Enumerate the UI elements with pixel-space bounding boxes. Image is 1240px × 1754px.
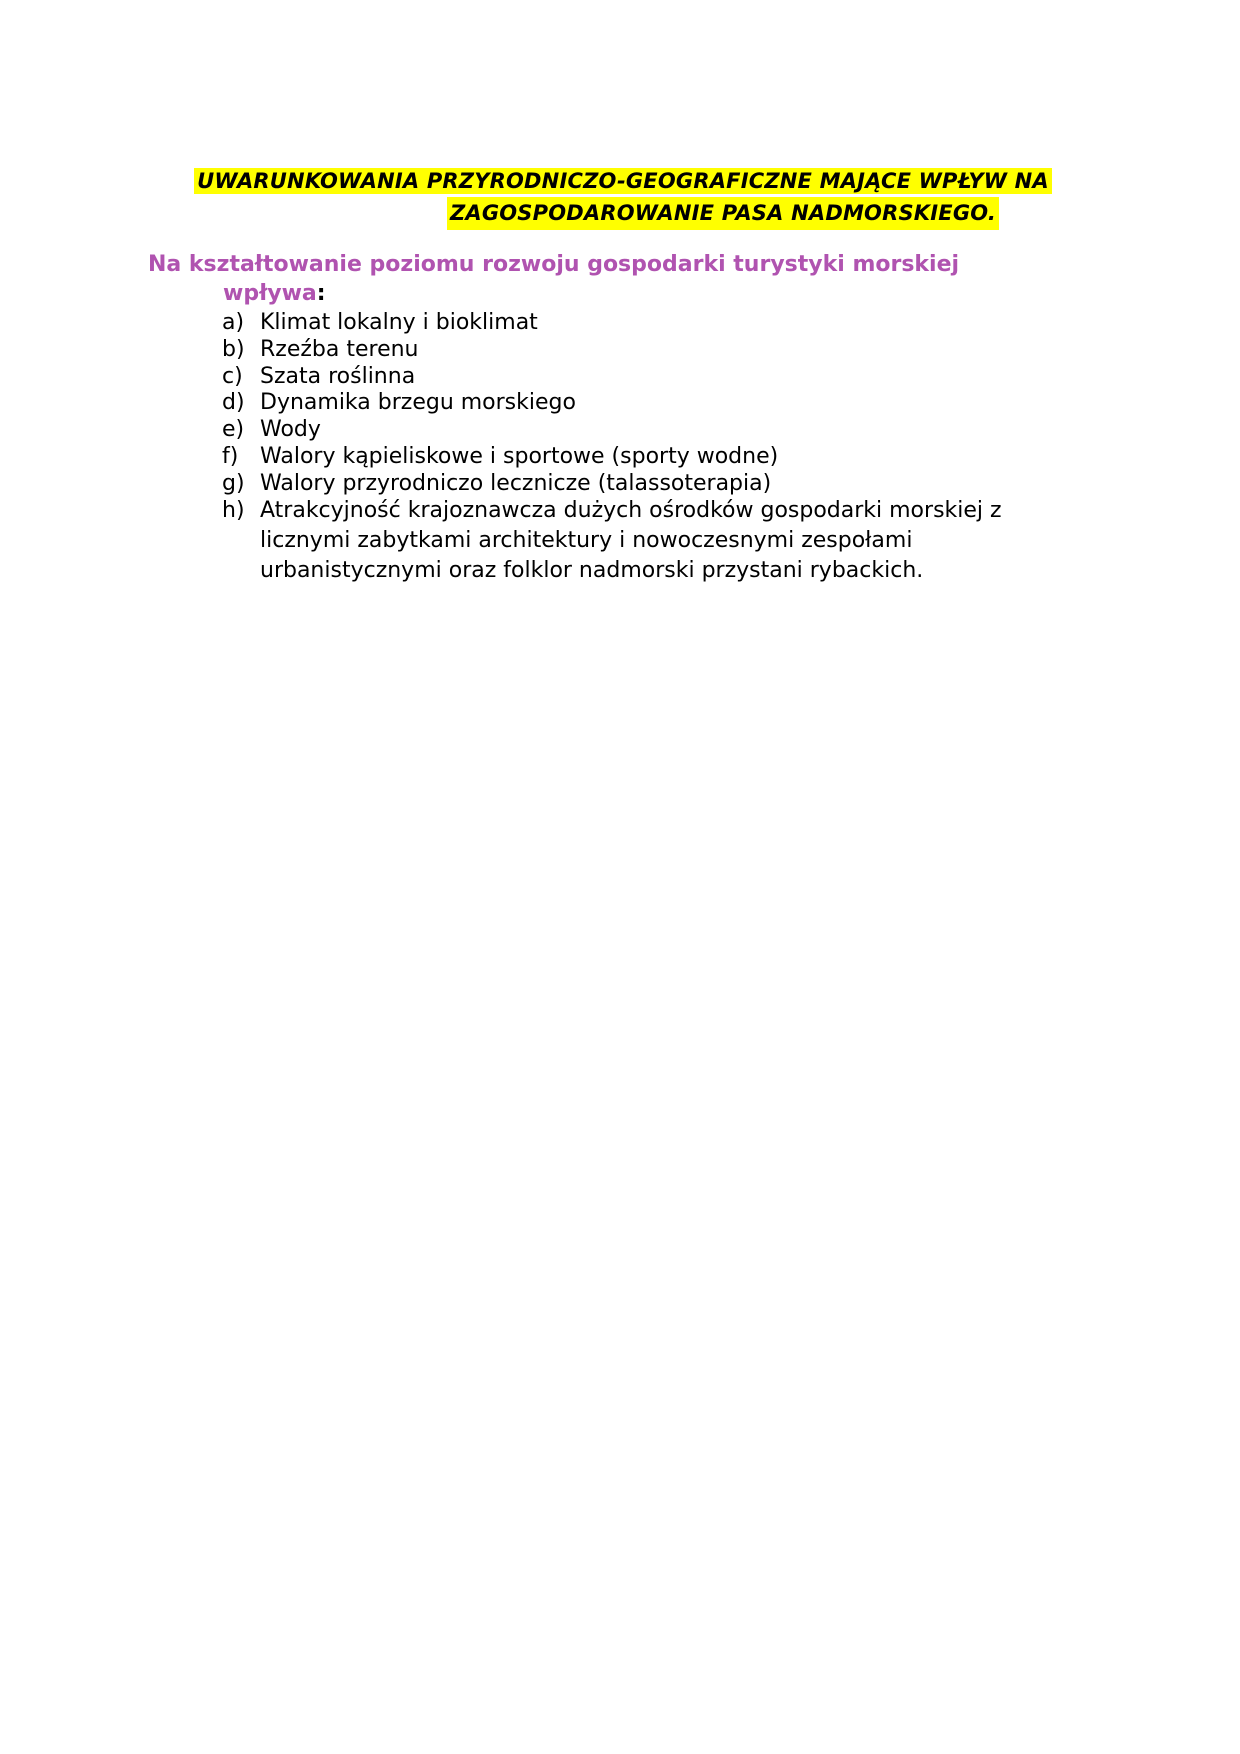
list-item-text: Walory kąpieliskowe i sportowe (sporty wodne) — [260, 443, 779, 469]
list-item — [222, 471, 1052, 498]
list-item — [222, 444, 1052, 471]
list-marker: e) — [222, 417, 245, 443]
list-marker: f) — [222, 443, 239, 469]
list-marker: d) — [222, 390, 245, 416]
list-item — [222, 310, 1052, 337]
list-item — [222, 417, 1052, 444]
list-item-text: Szata roślinna — [260, 363, 416, 389]
list-marker: b) — [222, 336, 245, 362]
intro-paragraph — [148, 250, 1048, 308]
list-marker: g) — [222, 470, 245, 496]
factor-list — [222, 310, 1052, 586]
intro-line-2-wrap — [148, 279, 1048, 308]
list-item — [222, 498, 1052, 586]
list-item — [222, 364, 1052, 391]
list-item-text: Klimat lokalny i bioklimat — [260, 310, 538, 335]
intro-colon: : — [316, 281, 326, 306]
list-item-text: Wody — [260, 417, 321, 443]
intro-line-2: wpływa — [223, 281, 317, 306]
list-marker: c) — [222, 363, 243, 389]
list-item-text: Rzeźba terenu — [260, 336, 419, 362]
list-item-text: Dynamika brzegu morskiego — [260, 390, 576, 416]
list-item — [222, 337, 1052, 364]
list-marker: h) — [222, 497, 245, 523]
document-title — [148, 166, 1098, 230]
list-item-text: Walory przyrodniczo lecznicze (talassoterapia) — [260, 470, 772, 496]
list-marker: a) — [222, 310, 245, 335]
list-item-text: Atrakcyjność krajoznawcza dużych ośrodków gospodarki morskiej z licznymi zabytkami architektury i nowoczesnymi zespołami urbanistycznymi oraz folklor nadmorski przystani rybackich. — [260, 497, 1002, 583]
list-item — [222, 390, 1052, 417]
title-line-2: ZAGOSPODAROWANIE PASA NADMORSKIEGO. — [447, 197, 999, 230]
intro-line-1: Na kształtowanie poziomu rozwoju gospodarki turystyki morskiej — [148, 252, 960, 277]
title-line-1: UWARUNKOWANIA PRZYRODNICZO-GEOGRAFICZNE MAJĄCE WPŁYW NA — [194, 168, 1052, 194]
